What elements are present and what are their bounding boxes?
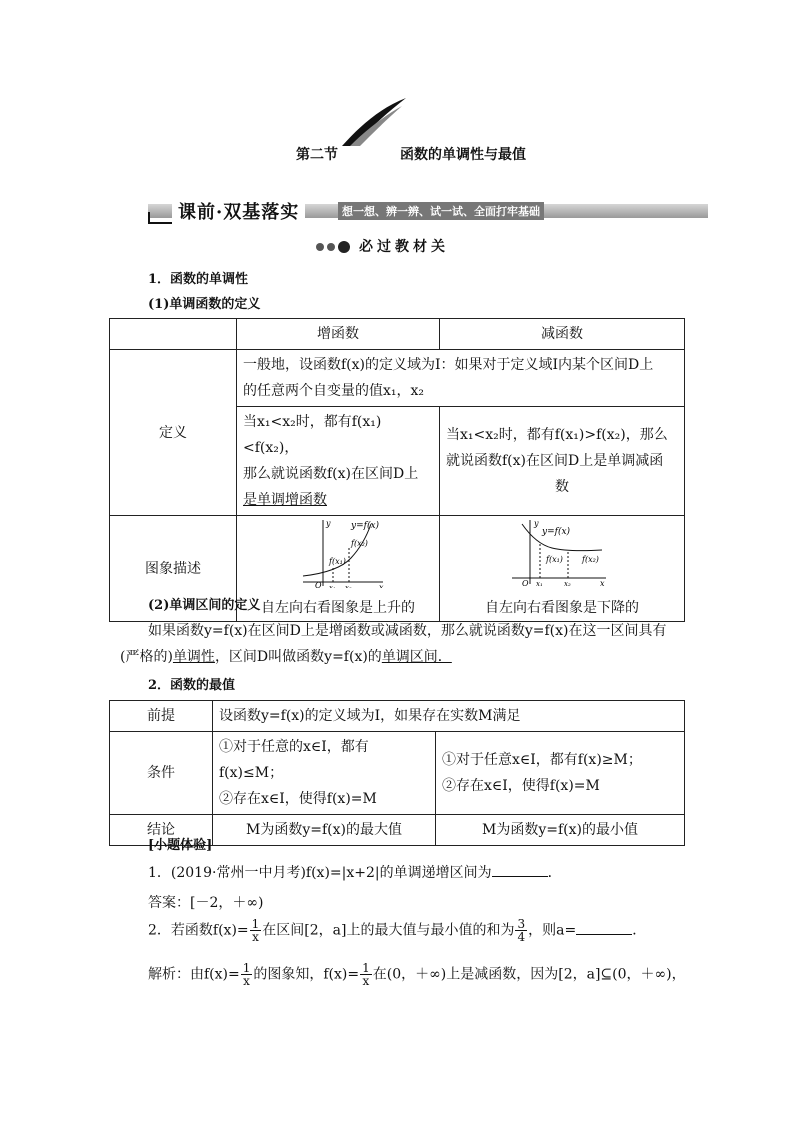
- chapter-banner: [148, 198, 708, 226]
- def-common-line-2: 的任意两个自变量的值x₁，x₂: [243, 383, 425, 399]
- sub-banner-label: 必过教材关: [359, 239, 449, 255]
- graph-dec-fx: y=f(x): [542, 527, 571, 537]
- interval-para-line-1: 如果函数y=f(x)在区间D上是增函数或减函数，那么就说函数y=f(x)在这一区间具有: [148, 623, 667, 639]
- swoosh-logo-icon: [340, 96, 410, 148]
- increasing-graph: [243, 518, 433, 588]
- s1-subheading-2: (2)单调区间的定义: [148, 598, 261, 613]
- frac-num: 1: [242, 961, 251, 975]
- para-interval-term: 单调区间．: [381, 649, 452, 665]
- s1-heading: 1．函数的单调性: [148, 272, 249, 287]
- inc-def-line-1: 当x₁<x₂时，都有f(x₁)<f(x₂)，: [243, 414, 382, 456]
- cond-min-2: ②存在x∈I，使得f(x)=M: [442, 778, 600, 794]
- frac-den: 4: [517, 930, 526, 944]
- graph-inc-o: O: [315, 581, 322, 588]
- question-2-part-b: 在区间[2，a]上的最大值与最小值的和为: [262, 922, 515, 939]
- solution-part-b: 的图象知，f(x)=: [253, 966, 360, 983]
- graph-dec-o: O: [522, 579, 529, 588]
- graph-dec-x: x: [600, 579, 605, 588]
- graph-dec-fx1: f(x₁): [546, 555, 563, 564]
- para-strict: (严格的): [120, 649, 173, 665]
- para-monotonic-term: 单调性: [172, 649, 215, 665]
- frac-den: x: [252, 930, 259, 944]
- question-1-text: 1．(2019·常州一中月考)f(x)=|x+2|的单调递增区间为: [148, 865, 492, 881]
- graph-inc-fx2: f(x₂): [351, 539, 368, 548]
- fraction-3-over-4: [515, 918, 527, 943]
- condition-max: [213, 732, 436, 815]
- banner-title: 课前·双基落实: [172, 198, 305, 224]
- banner-corner: [148, 212, 172, 224]
- solution-part-c: 在(0，＋∞)上是减函数，因为[2，a]⊆(0，＋∞)，: [372, 966, 686, 983]
- fraction-1-over-x: [250, 918, 262, 943]
- inc-caption: 自左向右看图象是上升的: [261, 600, 415, 616]
- monotonic-table: [109, 318, 685, 622]
- question-1: [148, 862, 562, 882]
- cond-min-1: ①对于任意x∈I，都有f(x)≥M；: [442, 752, 642, 768]
- def-increasing: [237, 407, 440, 516]
- graph-inc-fx1: f(x₁): [329, 557, 346, 566]
- graph-dec-x1: x₁: [536, 580, 543, 588]
- graph-inc-x2: x₂: [345, 584, 352, 588]
- graph-dec-x2: x₂: [564, 580, 571, 588]
- frac-num: 3: [517, 917, 526, 931]
- section-number: 第二节: [296, 147, 338, 163]
- graph-inc-x1: x₁: [329, 584, 336, 588]
- conclusion-min: M为函数y=f(x)的最小值: [436, 815, 685, 846]
- s1-subheading-1: (1)单调函数的定义: [148, 297, 261, 312]
- dec-caption: 自左向右看图象是下降的: [485, 600, 639, 616]
- col-increasing: 增函数: [237, 319, 440, 350]
- para-middle: ，区间D叫做函数y=f(x)的: [214, 649, 382, 665]
- premise-text: 设函数y=f(x)的定义域为I，如果存在实数M满足: [213, 701, 685, 732]
- extremum-table: [109, 700, 685, 846]
- s2-heading: 2．函数的最值: [148, 678, 236, 693]
- graph-dec-fx2: f(x₂): [582, 555, 599, 564]
- frac-num: 1: [362, 961, 370, 975]
- practice-heading: [小题体验]: [148, 838, 213, 853]
- graph-dec-y: y: [534, 519, 539, 528]
- decreasing-graph: [442, 518, 682, 588]
- graph-inc-x: x: [379, 583, 384, 588]
- inc-def-line-2: 那么就说函数f(x)在区间D上: [243, 466, 419, 482]
- dec-def-line-1: 当x₁<x₂时，都有f(x₁)>f(x₂)，那么: [446, 427, 668, 443]
- graph-inc-fx: y=f(x): [351, 521, 380, 531]
- question-2-part-c: ，则a=: [528, 922, 577, 939]
- dec-def-line-2: 就说函数f(x)在区间D上是单调减函: [446, 453, 664, 469]
- def-common: [237, 350, 685, 407]
- question-2-end: ．: [632, 922, 647, 939]
- graph-decreasing-cell: [440, 516, 685, 622]
- frac-den: x: [362, 974, 370, 988]
- def-decreasing: [440, 407, 685, 516]
- frac-num: 1: [251, 917, 260, 931]
- frac-den: x: [243, 974, 250, 988]
- cond-max-2: ②存在x∈I，使得f(x)=M: [219, 791, 377, 807]
- row-graph-label: 图象描述: [110, 516, 237, 622]
- solution-part-a: 解析：由f(x)=: [148, 966, 240, 983]
- fraction-1-over-x: [360, 962, 372, 987]
- interval-para-line-2: [120, 646, 680, 666]
- conclusion-label: 结论: [110, 815, 213, 846]
- section-title: 函数的单调性与最值: [400, 147, 526, 163]
- fraction-1-over-x: [241, 962, 253, 987]
- conclusion-max: M为函数y=f(x)的最大值: [213, 815, 436, 846]
- condition-label: 条件: [110, 732, 213, 815]
- sub-banner: [316, 236, 449, 256]
- solution-2: [148, 962, 688, 987]
- condition-min: [436, 732, 685, 815]
- cond-max-1: ①对于任意的x∈I，都有f(x)≤M；: [219, 739, 369, 781]
- dots-icon: [316, 239, 353, 255]
- graph-inc-y: y: [326, 519, 331, 528]
- banner-subtitle: 想一想、辨一辨、试一试、全面打牢基础: [338, 202, 544, 220]
- premise-label: 前提: [110, 701, 213, 732]
- answer-1: 答案：[－2，＋∞): [148, 895, 264, 911]
- row-definition-label: 定义: [110, 350, 237, 516]
- graph-increasing-cell: [237, 516, 440, 622]
- answer-blank-1: [492, 876, 548, 877]
- inc-def-term: 是单调增函数: [243, 492, 327, 508]
- table-corner: [110, 319, 237, 350]
- dec-def-line-3: 数: [555, 479, 569, 495]
- answer-blank-2: [576, 934, 632, 935]
- col-decreasing: 减函数: [440, 319, 685, 350]
- def-common-line-1: 一般地，设函数f(x)的定义域为I：如果对于定义域I内某个区间D上: [243, 357, 654, 373]
- question-2: [148, 918, 646, 943]
- question-1-end: ．: [547, 865, 562, 881]
- question-2-part-a: 2．若函数f(x)=: [148, 922, 249, 939]
